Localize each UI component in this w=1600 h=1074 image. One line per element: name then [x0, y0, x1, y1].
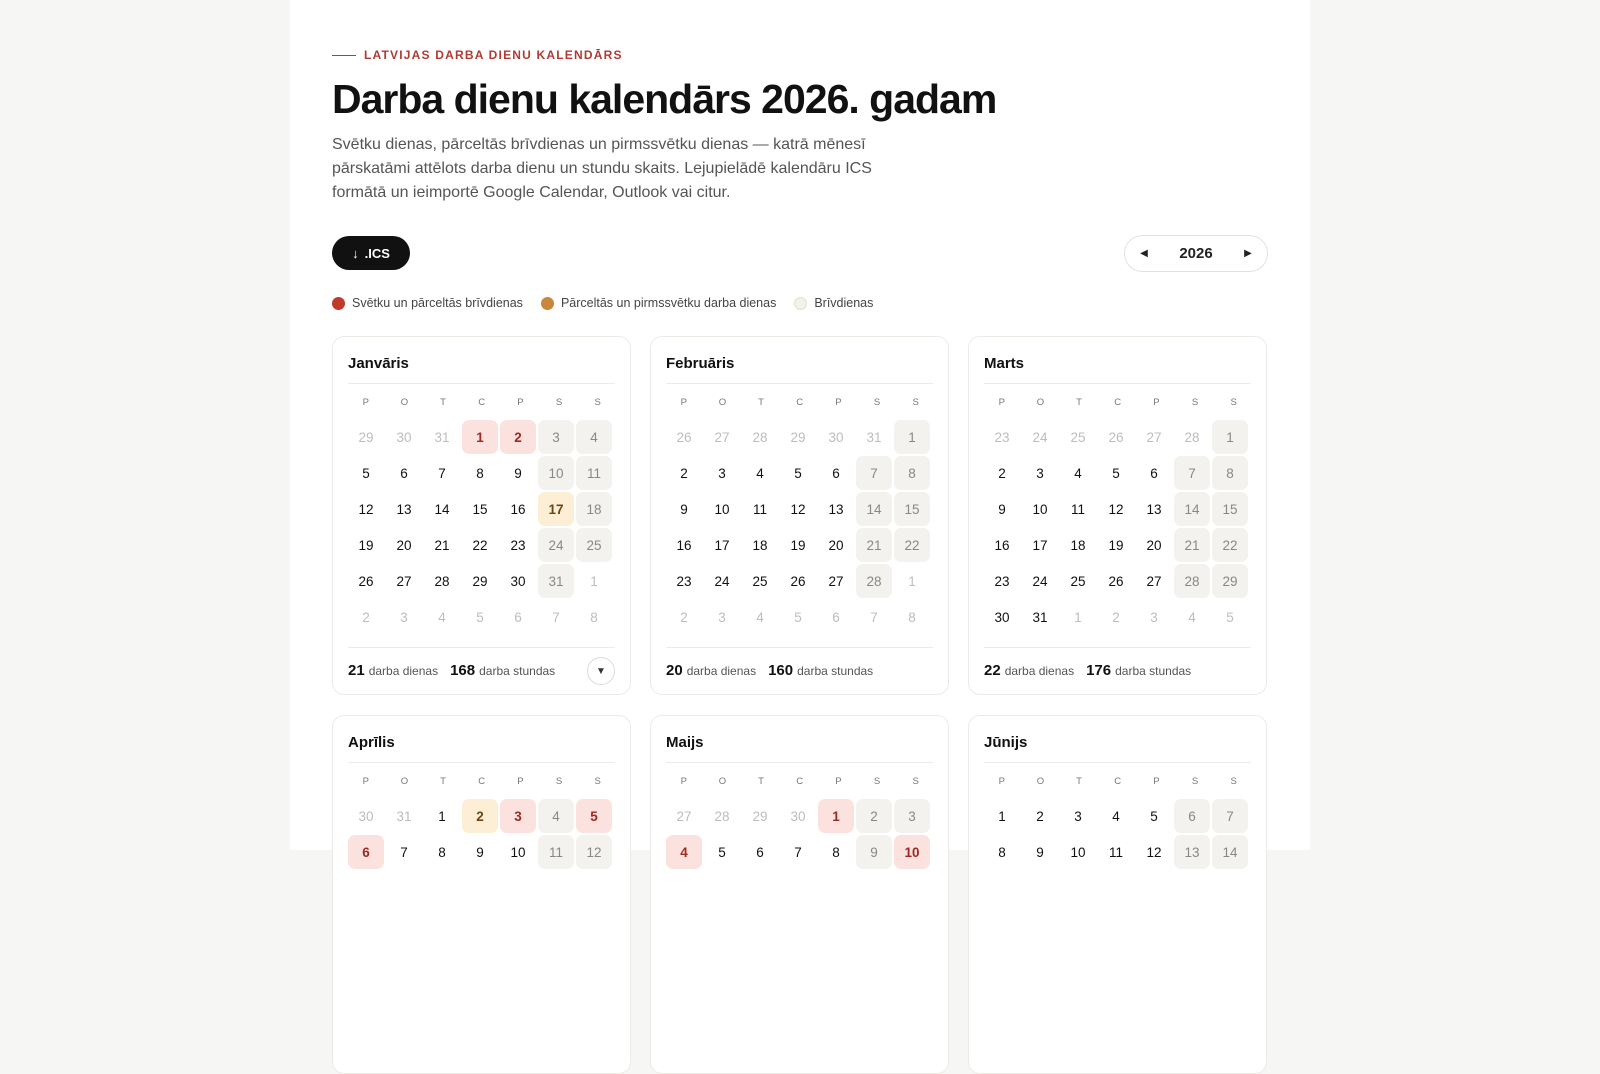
day-cell-outside: 29: [752, 808, 768, 824]
day-cell-weekend: 1: [1212, 420, 1248, 454]
day-cell: 9: [680, 501, 688, 517]
day-cell-weekend: 10: [538, 456, 574, 490]
day-cell-outside: 30: [358, 808, 374, 824]
day-cell-outside: 2: [1112, 609, 1120, 625]
day-cell-outside: 1: [1074, 609, 1082, 625]
month-card: [650, 336, 949, 695]
day-cell: 17: [1032, 537, 1048, 553]
eyebrow: [332, 48, 623, 62]
day-cell: 10: [1032, 501, 1048, 517]
month-card: [968, 715, 1267, 1074]
weekday-label: P: [998, 397, 1006, 408]
day-cell-holiday: 3: [500, 799, 536, 833]
weekday-label: P: [362, 776, 370, 787]
day-cell-holiday: 1: [462, 420, 498, 454]
day-cell-weekend: 8: [1212, 456, 1248, 490]
weekday-label: T: [440, 776, 447, 787]
day-cell-weekend: 7: [856, 456, 892, 490]
day-cell: 30: [994, 609, 1010, 625]
day-cell: 5: [794, 465, 802, 481]
day-cell-outside: 28: [752, 429, 768, 445]
weekday-label: C: [478, 776, 486, 787]
day-cell: 9: [1036, 844, 1044, 860]
day-cell-weekend: 3: [538, 420, 574, 454]
day-cell: 13: [1146, 501, 1162, 517]
weekday-label: P: [998, 776, 1006, 787]
day-cell: 25: [752, 573, 768, 589]
day-cell: 12: [790, 501, 806, 517]
day-cell: 19: [1108, 537, 1124, 553]
day-grid: [348, 799, 616, 869]
day-grid: [984, 420, 1252, 634]
work-days-stat: [348, 662, 438, 679]
day-cell-outside: 23: [994, 429, 1010, 445]
weekday-label: O: [400, 776, 409, 787]
day-cell-outside: 31: [866, 429, 882, 445]
weekday-label: P: [680, 397, 688, 408]
work-days-label: darba dienas: [1004, 664, 1075, 678]
day-cell-weekend: 24: [538, 528, 574, 562]
day-cell-outside: 1: [590, 573, 598, 589]
day-cell: 10: [714, 501, 730, 517]
weekday-header: [666, 776, 934, 787]
weekday-label: S: [873, 776, 881, 787]
day-cell: 17: [714, 537, 730, 553]
legend-label: Pārceltās un pirmssvētku darba dienas: [560, 296, 777, 310]
work-hours-stat: [768, 662, 873, 679]
work-days-stat: [984, 662, 1074, 679]
day-cell-outside: 27: [676, 808, 692, 824]
download-arrow-icon: ↓: [352, 245, 359, 261]
work-days-count: 21: [348, 662, 365, 679]
day-cell: 16: [510, 501, 526, 517]
weekday-label: C: [796, 397, 804, 408]
day-cell: 10: [510, 844, 526, 860]
day-cell-outside: 27: [714, 429, 730, 445]
day-cell: 9: [998, 501, 1006, 517]
work-hours-count: 160: [768, 662, 794, 679]
day-cell: 26: [1108, 573, 1124, 589]
current-year: 2026: [1179, 245, 1213, 262]
weekday-label: P: [517, 776, 525, 787]
day-cell-weekend: 13: [1174, 835, 1210, 869]
day-cell-weekend: 31: [538, 564, 574, 598]
weekday-header: [348, 397, 616, 408]
day-cell-outside: 26: [676, 429, 692, 445]
day-cell: 15: [472, 501, 488, 517]
work-hours-stat: [450, 662, 555, 679]
weekday-label: S: [594, 397, 602, 408]
month-card: [650, 715, 949, 1074]
day-cell: 3: [1074, 808, 1082, 824]
work-hours-label: darba stundas: [797, 664, 874, 678]
day-cell: 25: [1070, 573, 1086, 589]
day-cell: 30: [510, 573, 526, 589]
weekday-label: C: [1114, 397, 1122, 408]
day-cell-outside: 28: [714, 808, 730, 824]
month-card: [332, 336, 631, 695]
day-cell-outside: 6: [514, 609, 522, 625]
day-grid: [348, 420, 616, 634]
day-cell-weekend: 15: [1212, 492, 1248, 526]
weekday-label: P: [835, 776, 843, 787]
weekday-label: S: [912, 397, 920, 408]
day-cell-holiday: 4: [666, 835, 702, 869]
day-cell: 20: [396, 537, 412, 553]
download-ics-button[interactable]: [332, 236, 410, 270]
month-title: Februāris: [666, 355, 735, 372]
month-divider: [984, 762, 1251, 763]
day-cell: 18: [752, 537, 768, 553]
weekday-label: O: [718, 776, 727, 787]
day-cell-weekend: 3: [894, 799, 930, 833]
day-cell-pre-holiday: 17: [538, 492, 574, 526]
day-cell: 20: [1146, 537, 1162, 553]
day-cell-outside: 8: [590, 609, 598, 625]
weekday-label: P: [680, 776, 688, 787]
day-grid: [984, 799, 1252, 869]
day-cell: 13: [396, 501, 412, 517]
month-title: Maijs: [666, 734, 704, 751]
weekday-label: S: [555, 397, 563, 408]
month-title: Aprīlis: [348, 734, 395, 751]
day-cell-outside: 5: [476, 609, 484, 625]
legend-item-holidays: [332, 296, 523, 310]
month-divider: [666, 383, 933, 384]
light-dot-icon: [794, 297, 807, 310]
work-days-label: darba dienas: [686, 664, 757, 678]
page-description: Svētku dienas, pārceltās brīvdienas un pirmssvētku dienas — katrā mēnesī pārskatāmi attēlots darba dienu un stundu skaits. Lejupielādē kalendāru ICS formātā un ieimportē Google Calendar, Outlook vai citur.: [332, 136, 872, 201]
day-cell-weekend: 11: [538, 835, 574, 869]
weekday-header: [984, 397, 1252, 408]
day-cell: 6: [756, 844, 764, 860]
day-cell: 1: [998, 808, 1006, 824]
day-cell-weekend: 1: [894, 420, 930, 454]
weekday-label: P: [835, 397, 843, 408]
day-cell-weekend: 4: [576, 420, 612, 454]
day-cell-outside: 30: [790, 808, 806, 824]
weekday-label: C: [478, 397, 486, 408]
weekday-label: T: [1076, 776, 1083, 787]
weekday-label: T: [440, 397, 447, 408]
month-divider: [666, 762, 933, 763]
weekday-label: P: [1153, 397, 1161, 408]
legend-label: Svētku un pārceltās brīvdienas: [352, 296, 523, 310]
weekday-label: S: [594, 776, 602, 787]
day-cell-weekend: 12: [576, 835, 612, 869]
day-cell-outside: 4: [756, 609, 764, 625]
day-cell-outside: 1: [908, 573, 916, 589]
month-title: Jūnijs: [984, 734, 1028, 751]
day-cell: 13: [828, 501, 844, 517]
day-cell: 5: [1150, 808, 1158, 824]
weekday-label: O: [400, 397, 409, 408]
weekday-label: C: [796, 776, 804, 787]
day-cell: 5: [362, 465, 370, 481]
day-cell-outside: 28: [1184, 429, 1200, 445]
day-cell-holiday: 1: [818, 799, 854, 833]
day-cell-outside: 26: [1108, 429, 1124, 445]
day-cell-weekend: 14: [1212, 835, 1248, 869]
month-divider: [348, 383, 615, 384]
expand-details-icon[interactable]: ▼: [587, 657, 615, 685]
work-hours-count: 176: [1086, 662, 1112, 679]
weekday-label: S: [912, 776, 920, 787]
day-cell-weekend: 21: [1174, 528, 1210, 562]
day-cell: 4: [1074, 465, 1082, 481]
day-cell: 23: [994, 573, 1010, 589]
weekday-label: S: [873, 397, 881, 408]
day-cell-weekend: 28: [856, 564, 892, 598]
day-cell-outside: 31: [434, 429, 450, 445]
weekday-label: P: [517, 397, 525, 408]
weekday-label: O: [1036, 776, 1045, 787]
weekday-header: [984, 776, 1252, 787]
day-cell-weekend: 7: [1174, 456, 1210, 490]
day-cell-outside: 4: [1188, 609, 1196, 625]
day-cell-outside: 29: [358, 429, 374, 445]
day-cell: 11: [1070, 501, 1085, 517]
day-cell-outside: 7: [552, 609, 560, 625]
day-cell-weekend: 29: [1212, 564, 1248, 598]
weekday-label: P: [362, 397, 370, 408]
day-cell: 6: [1150, 465, 1158, 481]
weekday-label: S: [1230, 776, 1238, 787]
day-cell-outside: 25: [1070, 429, 1086, 445]
day-cell: 7: [794, 844, 802, 860]
day-cell: 27: [1146, 573, 1162, 589]
day-cell: 5: [718, 844, 726, 860]
day-cell: 6: [400, 465, 408, 481]
day-cell-outside: 6: [832, 609, 840, 625]
day-cell-weekend: 9: [856, 835, 892, 869]
day-cell-weekend: 18: [576, 492, 612, 526]
work-hours-count: 168: [450, 662, 476, 679]
day-cell-outside: 3: [718, 609, 726, 625]
day-cell-weekend: 2: [856, 799, 892, 833]
day-cell: 6: [832, 465, 840, 481]
day-cell-outside: 7: [870, 609, 878, 625]
day-cell-pre-holiday: 2: [462, 799, 498, 833]
day-cell: 8: [476, 465, 484, 481]
day-cell: 10: [1070, 844, 1086, 860]
day-cell: 2: [998, 465, 1006, 481]
weekday-header: [348, 776, 616, 787]
day-cell: 5: [1112, 465, 1120, 481]
day-cell-weekend: 11: [576, 456, 612, 490]
day-cell: 12: [358, 501, 374, 517]
day-cell-outside: 5: [794, 609, 802, 625]
work-hours-label: darba stundas: [479, 664, 556, 678]
day-cell: 2: [1036, 808, 1044, 824]
work-days-count: 22: [984, 662, 1001, 679]
day-cell: 26: [790, 573, 806, 589]
day-cell: 3: [1036, 465, 1044, 481]
day-cell-weekend: 6: [1174, 799, 1210, 833]
day-cell: 8: [998, 844, 1006, 860]
day-cell: 1: [438, 808, 446, 824]
download-ics-label: .ICS: [364, 245, 390, 261]
day-cell-weekend: 28: [1174, 564, 1210, 598]
day-cell: 8: [832, 844, 840, 860]
day-cell-weekend: 8: [894, 456, 930, 490]
month-divider: [348, 762, 615, 763]
day-cell-weekend: 22: [1212, 528, 1248, 562]
weekday-label: O: [718, 397, 727, 408]
month-stats: [666, 662, 873, 679]
day-cell: 9: [514, 465, 522, 481]
work-hours-stat: [1086, 662, 1191, 679]
page-title: Darba dienu kalendārs 2026. gadam: [332, 76, 997, 122]
day-cell: 23: [510, 537, 526, 553]
weekday-label: T: [1076, 397, 1083, 408]
work-hours-label: darba stundas: [1115, 664, 1192, 678]
weekday-label: T: [758, 397, 765, 408]
day-cell: 4: [756, 465, 764, 481]
day-cell-weekend: 14: [1174, 492, 1210, 526]
day-cell: 21: [434, 537, 450, 553]
day-cell-outside: 3: [400, 609, 408, 625]
month-title: Marts: [984, 355, 1025, 372]
day-cell-outside: 31: [396, 808, 412, 824]
day-cell: 8: [438, 844, 446, 860]
day-cell: 18: [1070, 537, 1086, 553]
month-divider: [984, 383, 1251, 384]
day-cell: 19: [358, 537, 374, 553]
day-cell-weekend: 25: [576, 528, 612, 562]
day-cell-holiday: 6: [348, 835, 384, 869]
work-days-count: 20: [666, 662, 683, 679]
day-grid: [666, 799, 934, 869]
work-days-stat: [666, 662, 756, 679]
page: [290, 0, 1310, 860]
day-cell-outside: 30: [828, 429, 844, 445]
day-cell: 12: [1108, 501, 1124, 517]
day-cell-weekend: 4: [538, 799, 574, 833]
day-cell-outside: 2: [680, 609, 688, 625]
weekday-label: S: [1191, 397, 1199, 408]
day-cell-weekend: 21: [856, 528, 892, 562]
weekday-label: S: [1191, 776, 1199, 787]
day-cell-outside: 8: [908, 609, 916, 625]
work-days-label: darba dienas: [368, 664, 439, 678]
weekday-header: [666, 397, 934, 408]
day-cell: 7: [438, 465, 446, 481]
day-cell-weekend: 14: [856, 492, 892, 526]
day-cell: 23: [676, 573, 692, 589]
month-footer-divider: [348, 647, 615, 648]
day-cell-outside: 29: [790, 429, 806, 445]
day-cell-outside: 2: [362, 609, 370, 625]
red-dot-icon: [332, 297, 345, 310]
legend-label: Brīvdienas: [814, 296, 874, 310]
day-cell-outside: 30: [396, 429, 412, 445]
eyebrow-line: [332, 55, 356, 56]
day-cell: 16: [676, 537, 692, 553]
weekday-label: T: [758, 776, 765, 787]
day-cell-holiday: 5: [576, 799, 612, 833]
day-cell: 24: [714, 573, 730, 589]
day-cell-holiday: 10: [894, 835, 930, 869]
day-cell-outside: 24: [1032, 429, 1048, 445]
day-cell: 7: [400, 844, 408, 860]
day-cell: 20: [828, 537, 844, 553]
legend-item-weekends: [794, 296, 873, 310]
day-cell: 26: [358, 573, 374, 589]
next-year-icon[interactable]: ▶: [1244, 248, 1252, 259]
eyebrow-text: LATVIJAS DARBA DIENU KALENDĀRS: [364, 48, 623, 62]
day-grid: [666, 420, 934, 634]
weekday-label: S: [1230, 397, 1238, 408]
month-card: [332, 715, 631, 1074]
legend: [332, 296, 873, 310]
month-title: Janvāris: [348, 355, 409, 372]
day-cell: 11: [752, 501, 767, 517]
prev-year-icon[interactable]: ◀: [1140, 248, 1148, 259]
day-cell: 11: [1108, 844, 1123, 860]
weekday-label: O: [1036, 397, 1045, 408]
day-cell: 4: [1112, 808, 1120, 824]
month-footer-divider: [984, 647, 1251, 648]
day-cell: 16: [994, 537, 1010, 553]
day-cell: 27: [828, 573, 844, 589]
day-cell: 27: [396, 573, 412, 589]
day-cell: 28: [434, 573, 450, 589]
amber-dot-icon: [541, 297, 554, 310]
day-cell: 29: [472, 573, 488, 589]
day-cell-holiday: 2: [500, 420, 536, 454]
day-cell: 24: [1032, 573, 1048, 589]
day-cell-weekend: 7: [1212, 799, 1248, 833]
day-cell-outside: 5: [1226, 609, 1234, 625]
month-stats: [348, 662, 555, 679]
day-cell-outside: 4: [438, 609, 446, 625]
day-cell-weekend: 15: [894, 492, 930, 526]
day-cell-weekend: 22: [894, 528, 930, 562]
day-cell: 14: [434, 501, 450, 517]
weekday-label: S: [555, 776, 563, 787]
day-cell-outside: 27: [1146, 429, 1162, 445]
day-cell: 12: [1146, 844, 1162, 860]
day-cell: 3: [718, 465, 726, 481]
legend-item-transferred-workdays: [541, 296, 776, 310]
day-cell: 9: [476, 844, 484, 860]
day-cell-outside: 3: [1150, 609, 1158, 625]
day-cell: 19: [790, 537, 806, 553]
day-cell: 2: [680, 465, 688, 481]
day-cell: 22: [472, 537, 488, 553]
weekday-label: C: [1114, 776, 1122, 787]
month-stats: [984, 662, 1191, 679]
day-cell: 31: [1032, 609, 1048, 625]
month-card: [968, 336, 1267, 695]
month-footer-divider: [666, 647, 933, 648]
weekday-label: P: [1153, 776, 1161, 787]
year-switcher: [1124, 235, 1268, 272]
